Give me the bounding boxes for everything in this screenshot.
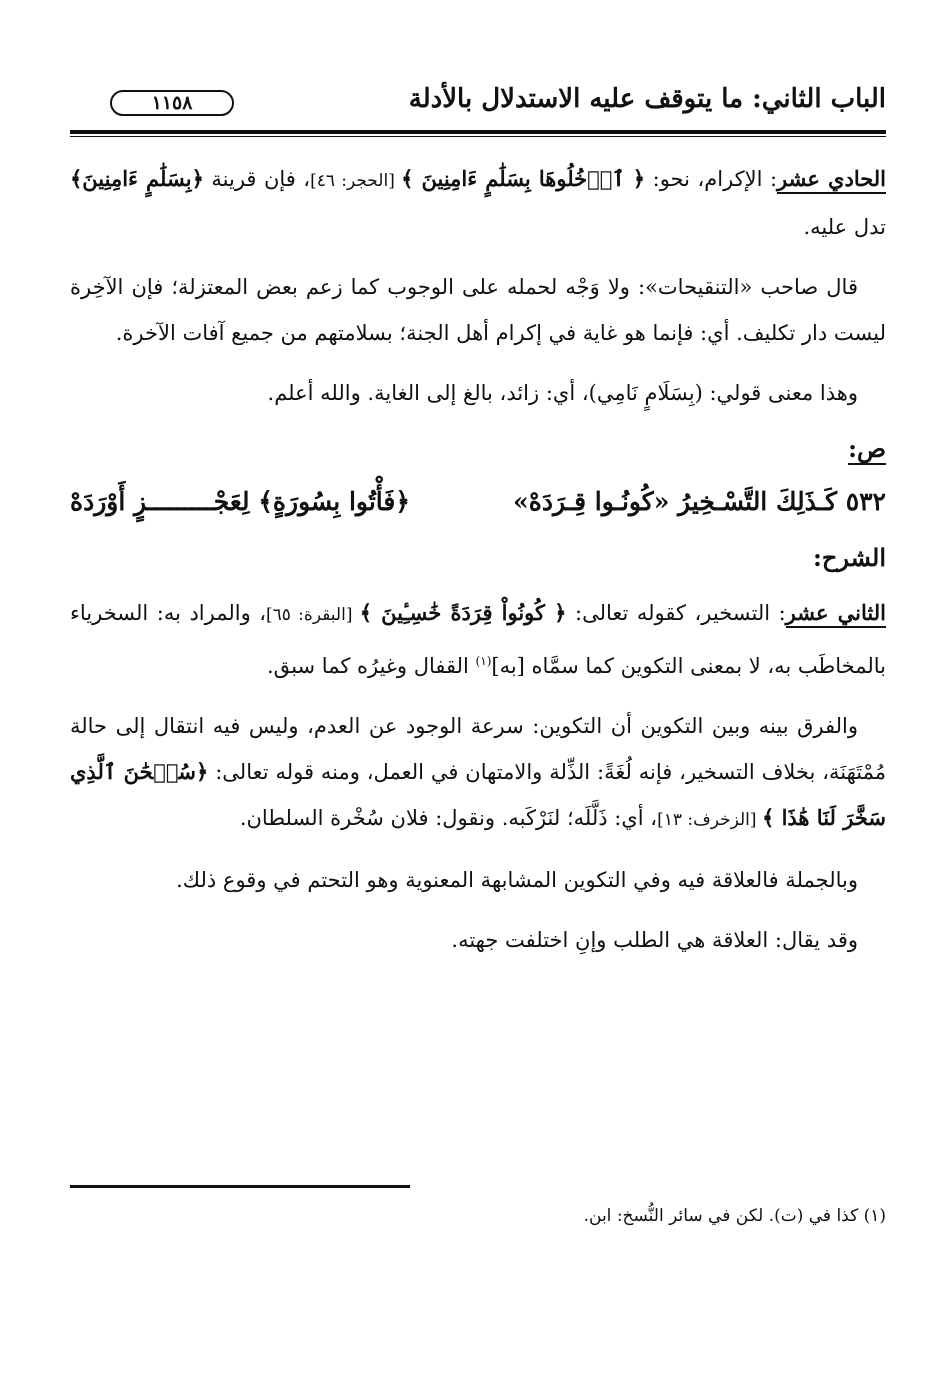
paragraph-difference — [70, 703, 886, 843]
paragraph-summary: وبالجملة فالعلاقة فيه وفي التكوين المشابهة المعنوية وهو التحتم في وقوع ذلك. — [176, 868, 858, 892]
page-number-badge: ١١٥٨ — [110, 90, 234, 116]
text: ، أي: ذَلَّلَه؛ لنَرْكَبه. ونقول: فلان سُخْرة السلطان. — [239, 806, 658, 830]
text-label-sad: ص: — [848, 434, 886, 463]
poem-verse-532 — [70, 479, 886, 525]
verse-reference: [البقرة: ٦٥] — [266, 605, 360, 625]
paragraph-alternative: وقد يقال: العلاقة هي الطلب وإنِ اختلفت جهته. — [451, 928, 858, 952]
quran-verse: ﴿سُبۡحَٰنَ ٱلَّذِي سَخَّرَ لَنَا هَٰذَا ﴾ — [70, 759, 886, 830]
footnote-1: (١) كذا في (ت). لكن في سائر النُّسخ: ابن. — [583, 1206, 886, 1226]
paragraph-twelfth — [70, 590, 886, 689]
text: القفال وغيرُه كما سبق. — [267, 654, 476, 678]
text: : الإكرام، نحو: — [645, 167, 778, 191]
text: تدل عليه. — [803, 215, 886, 239]
quran-verse: ﴿ ٱدۡخُلُوهَا بِسَلَٰمٍ ءَامِنِينَ ﴾ — [401, 166, 646, 191]
header-rule-thick — [70, 130, 886, 134]
page-header — [70, 78, 886, 126]
text: ، والمراد به: السخرياء بالمخاطَب به، لا بمعنى التكوين كما سمَّاه [به] — [70, 601, 886, 678]
section-lead-twelfth: الثاني عشر — [786, 600, 886, 628]
chapter-title: الباب الثاني: ما يتوقف عليه الاستدلال بالأدلة — [408, 84, 886, 114]
text: والفرق بينه وبين التكوين أن التكوين: سرعة الوجود عن العدم، وليس فيه انتقال إلى حالة مُمْتَهَنَة، بخلاف التسخير، فإنه لُغَةً: الذِّلة والامتهان في العمل، ومنه قوله تعالى: — [70, 714, 887, 784]
verse-first-hemistich: ٥٣٢ كَـذَلِكَ التَّسْـخِيرُ «كُونُـوا قِـرَدَهْ» — [513, 487, 886, 516]
footnote-separator — [70, 1185, 410, 1188]
paragraph-tanqihat: قال صاحب «التنقيحات»: ولا وَجْه لحمله على الوجوب كما زعم بعض المعتزلة؛ فإن الآخِرة ليست دار تكليف. أي: فإنما هو غاية في إكرام أهل الجنة؛ بسلامتهم من جميع آفات الآخرة. — [70, 275, 886, 345]
paragraph-meaning: وهذا معنى قولي: (بِسَلَامٍ نَامِي)، أي: زائد، بالغ إلى الغاية. والله أعلم. — [267, 381, 858, 405]
commentary-label: الشرح: — [813, 543, 886, 572]
book-page — [70, 78, 887, 1226]
header-rule-thin — [70, 136, 886, 137]
verse-second-hemistich: ﴿فَأْتُوا بِسُورَةٍ﴾ لِعَجْـــــــــزٍ أَوْرَدَهْ — [70, 487, 410, 516]
verse-reference: [الحجر: ٤٦] — [310, 171, 402, 191]
paragraph-eleventh — [70, 156, 886, 250]
section-lead-eleventh: الحادي عشر — [777, 166, 886, 194]
verse-reference: [الزخرف: ١٣] — [657, 810, 762, 830]
footnote-marker: (١) — [475, 654, 492, 668]
page-body — [70, 156, 886, 977]
quran-verse: ﴿ كُونُواْ قِرَدَةً خَٰسِـِٔينَ ﴾ — [359, 600, 567, 625]
quran-verse: ﴿بِسَلَٰمٍ ءَامِنِينَ﴾ — [70, 166, 204, 191]
text: : التسخير، كقوله تعالى: — [566, 601, 786, 625]
text: ، فإن قرينة — [203, 167, 311, 191]
